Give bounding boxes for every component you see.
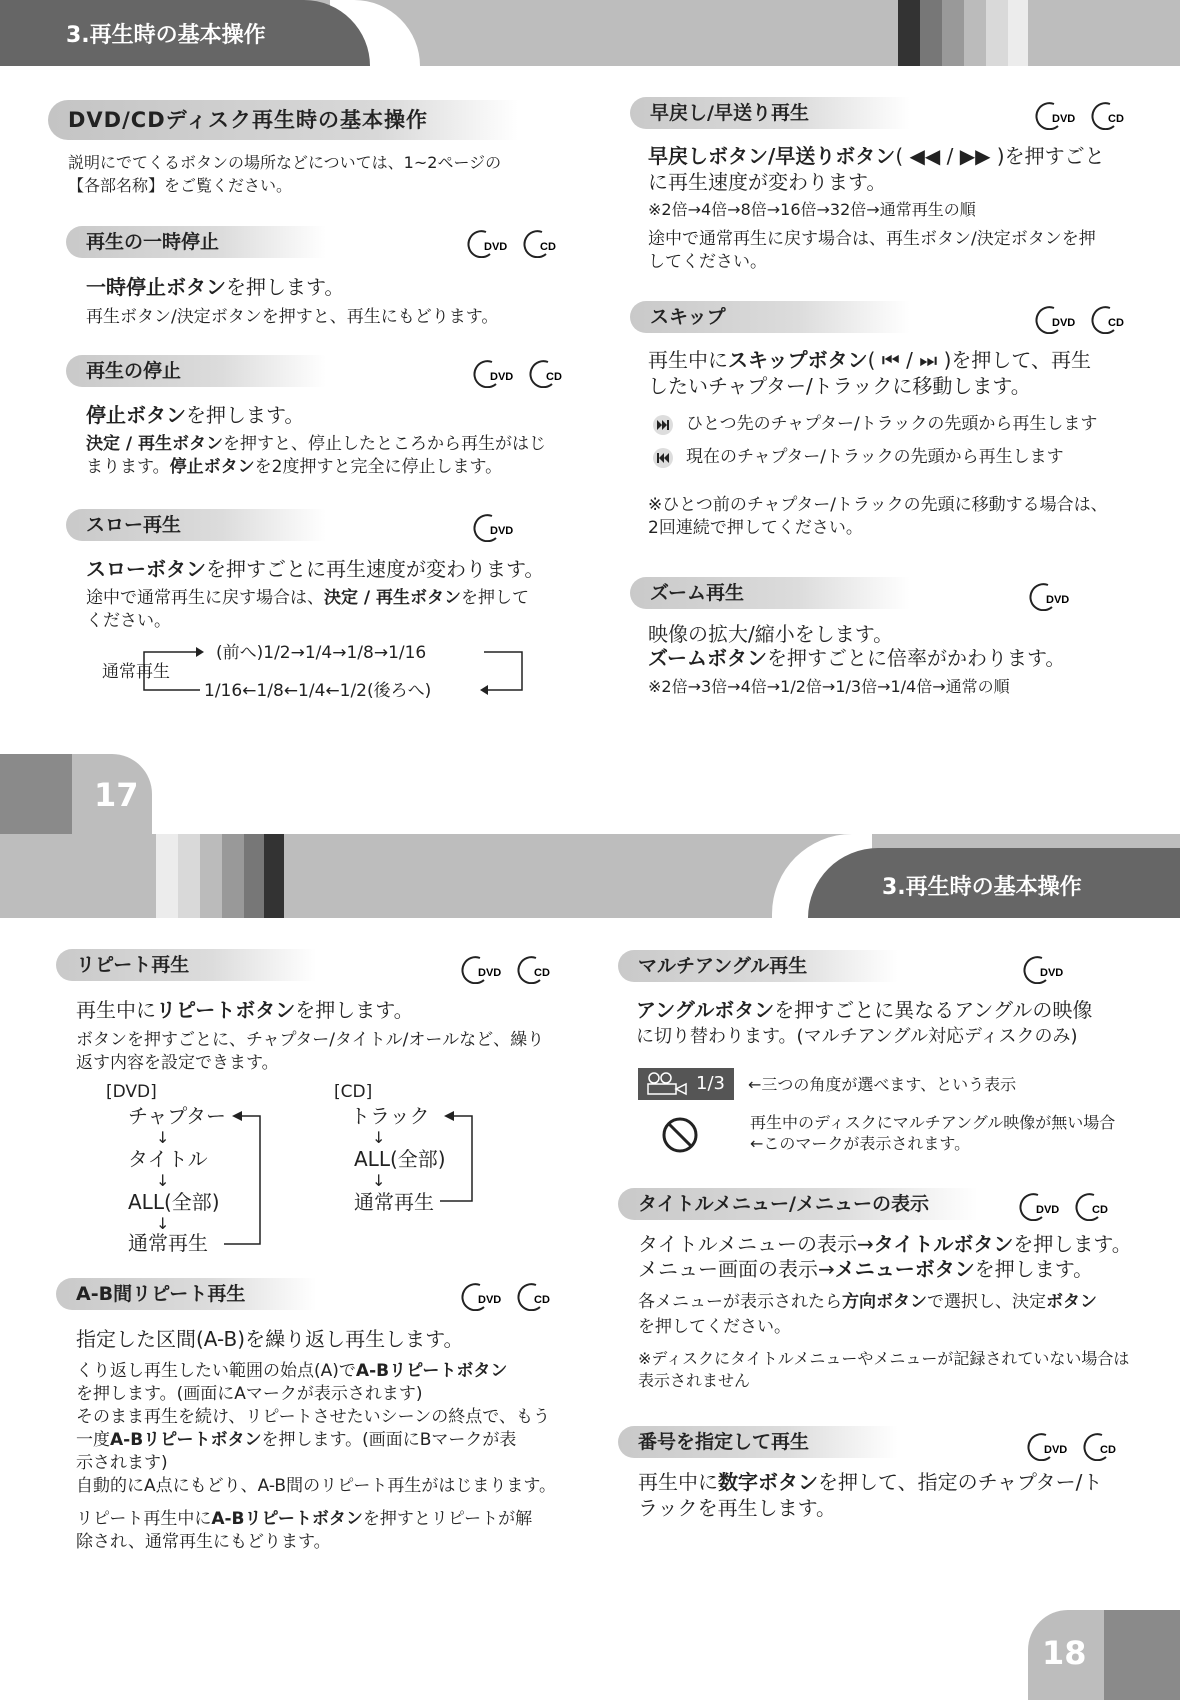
menu-line-1 [638,1231,1132,1257]
repeat-cd-loop [440,1106,480,1206]
section-number-bar [618,1426,898,1458]
ab-line-5 [76,1429,516,1452]
dvd-disc-label: DVD [490,525,514,537]
ab-line-8-b: を押すとリピートが解 [362,1509,533,1529]
zoom-button-name: ズームボタン [648,646,767,670]
cd-disc-label: CD [1108,317,1124,329]
ab-button-name: A-Bリピートボタン [211,1509,363,1529]
section-repeat-bar [56,949,316,981]
angle-indicator-text: 1/3 [696,1073,725,1094]
ab-button-name: A-Bリピートボタン [110,1430,262,1450]
number-line-1-a: 再生中に [638,1470,718,1494]
repeat-arrow: ↓ [372,1171,386,1190]
repeat-line-2: ボタンを押すごとに、チャプター/タイトル/オールなど、繰り [76,1030,545,1050]
section-multi-bar [618,950,898,982]
repeat-arrow: ↓ [156,1214,170,1233]
section-pause-bar [66,226,326,258]
skip-next-icon [652,414,674,436]
page17-header-title: 3.再生時の基本操作 [66,23,266,48]
skip-next-text: ひとつ先のチャプター/トラックの先頭から再生します [686,414,1098,434]
stop-line-3-b: を2度押すと完全に停止します。 [254,457,503,477]
menu-line-2-a: メニュー画面の表示→ [638,1257,835,1281]
cd-disc-label: CD [546,371,562,383]
section-stop-title: 再生の停止 [86,360,182,382]
dvd-disc-label: DVD [1044,1444,1068,1456]
ab-line-5-b: を押します。(画面にBマークが表 [261,1430,517,1450]
menu-line-4: を押してください。 [638,1317,791,1337]
slow-flow-diagram [140,640,540,710]
skip-current-text: 現在のチャプター/トラックの先頭から再生します [686,447,1064,467]
skip-note-2: 2回連続で押してください。 [648,518,863,538]
section-rewff-title: 早戻し/早送り再生 [650,102,809,124]
stop-line-2-rest: を押すと、停止したところから再生がはじ [223,434,547,454]
stop-line-2 [86,433,546,456]
repeat-dvd-item: タイトル [128,1147,208,1171]
zoom-line-2-rest: を押すごとに倍率がかわります。 [767,646,1066,670]
dvd-disc-label: DVD [484,241,508,253]
rewff-line-3: ※2倍→4倍→8倍→16倍→32倍→通常再生の順 [648,200,976,219]
repeat-arrow: ↓ [156,1171,170,1190]
ab-line-2 [76,1360,507,1383]
slow-line-1-rest: を押すごとに再生速度が変わります。 [206,557,545,581]
intro-line-1: 説明にでてくるボタンの場所などについては、1~2ページの [68,153,502,172]
number-button-name: 数字ボタン [718,1470,818,1494]
page17-number-tab [72,754,152,834]
repeat-cd-label: [CD] [334,1082,373,1102]
dvd-disc-icon [466,228,514,258]
section-zoom-title: ズーム再生 [650,582,745,604]
dvd-disc-icon [1028,581,1076,611]
section-zoom-bar [630,577,910,609]
cd-disc-icon [516,1281,556,1311]
dvd-disc-label: DVD [1046,594,1070,606]
page18-number-tab [1028,1610,1104,1700]
cd-disc-label: CD [1100,1444,1116,1456]
section-menu-title: タイトルメニュー/メニューの表示 [638,1193,929,1215]
dvd-disc-icon [1034,100,1082,130]
pause-button-name: 一時停止ボタン [86,275,226,299]
skip-prev-icon [652,447,674,469]
slow-button-name: スローボタン [86,557,206,581]
page18-number-gray [1104,1610,1180,1700]
rewff-line-1 [648,143,1105,169]
ab-line-8 [76,1508,532,1531]
ab-line-5-a: 一度 [76,1430,110,1450]
menu-line-6: 表示されません [638,1371,751,1390]
slow-backward-label: 1/16←1/8←1/4←1/2(後ろへ) [204,681,432,701]
menu-line-5: ※ディスクにタイトルメニューやメニューが記録されていない場合は [638,1349,1130,1368]
page18-number: 18 [1042,1634,1087,1672]
dvd-disc-label: DVD [1036,1204,1060,1216]
ab-line-3: を押します。(画面にAマークが表示されます) [76,1384,423,1404]
enter-button-name: ボタン [1046,1292,1097,1312]
section-skip-title: スキップ [650,306,726,328]
zoom-line-2 [648,645,1065,671]
main-title: DVD/CDディスク再生時の基本操作 [68,108,428,132]
dvd-disc-icon [1026,1431,1074,1461]
ab-line-6: 示されます) [76,1453,168,1473]
slow-line-3: ください。 [86,611,171,631]
cd-disc-icon [1082,1431,1122,1461]
menu-line-3-b: で選択し、決定 [927,1292,1046,1312]
repeat-arrow: ↓ [156,1128,170,1147]
section-menu-bar [618,1188,978,1220]
dvd-disc-icon [1034,304,1082,334]
repeat-dvd-loop [224,1106,274,1256]
number-line-1-b: を押して、指定のチャプター/ト [818,1470,1103,1494]
skip-line-1-a: 再生中に [648,348,728,372]
pause-line-1-rest: を押します。 [226,275,345,299]
repeat-cd-item: ALL(全部) [354,1147,446,1171]
section-slow-title: スロー再生 [86,514,182,536]
cd-disc-icon [1090,100,1130,130]
ab-line-9: 除され、通常再生にもどります。 [76,1532,331,1552]
stop-line-3-bold: 停止ボタン [169,457,255,477]
dvd-disc-icon [460,954,508,984]
menu-line-3-a: 各メニューが表示されたら [638,1292,842,1312]
repeat-cd-item: トラック [350,1104,430,1128]
slow-line-2 [86,587,529,610]
angle-button-name: アングルボタン [636,998,775,1022]
repeat-arrow: ↓ [372,1128,386,1147]
page18-header-tab [808,848,1180,918]
direction-button-name: 方向ボタン [842,1292,927,1312]
cd-disc-icon [516,954,556,984]
pause-line-2: 再生ボタン/決定ボタンを押すと、再生にもどります。 [86,307,499,327]
repeat-button-name: リピートボタン [156,998,296,1022]
section-ab-title: A-B間リピート再生 [76,1283,246,1305]
page17-number-gray [0,754,72,834]
stop-line-1-rest: を押します。 [186,403,305,427]
repeat-line-1-a: 再生中に [76,998,156,1022]
page17-header-tab [0,0,370,66]
dvd-disc-icon [1022,954,1070,984]
skip-line-1 [648,347,1091,373]
menu-line-1-a: タイトルメニューの表示→ [638,1232,874,1256]
rewff-line-2: に再生速度が変わります。 [648,170,887,194]
stop-line-3 [86,456,502,479]
slow-forward-label: (前へ)1/2→1/4→1/8→1/16 [216,643,427,663]
repeat-line-3: 返す内容を設定できます。 [76,1053,279,1073]
slow-normal-label: 通常再生 [102,662,170,682]
cd-disc-label: CD [534,1294,550,1306]
multi-line-1 [636,997,1092,1023]
section-repeat-title: リピート再生 [76,954,190,976]
rewff-line-4: 途中で通常再生に戻す場合は、再生ボタン/決定ボタンを押 [648,229,1096,249]
skip-note-1: ※ひとつ前のチャプター/トラックの先頭に移動する場合は、 [648,495,1108,515]
noangle-note-1: 再生中のディスクにマルチアングル映像が無い場合 [750,1113,1116,1132]
header-stripes [156,834,284,918]
dvd-disc-label: DVD [478,967,502,979]
dvd-disc-label: DVD [1052,113,1076,125]
repeat-dvd-item: チャプター [128,1104,226,1128]
rewff-button-names: 早戻しボタン/早送りボタン [648,144,896,168]
cd-disc-label: CD [1092,1204,1108,1216]
page18-header-title: 3.再生時の基本操作 [882,875,1082,900]
section-pause-title: 再生の一時停止 [86,231,220,253]
skip-button-name: スキップボタン [728,348,868,372]
stop-button-name: 停止ボタン [86,403,186,427]
ab-line-7: 自動的にA点にもどり、A-B間のリピート再生がはじまります。 [76,1476,557,1496]
title-button-name: タイトルボタン [873,1232,1014,1256]
section-skip-bar [630,301,910,333]
repeat-line-1-b: を押します。 [295,998,414,1022]
dvd-disc-label: DVD [490,371,514,383]
repeat-dvd-item: ALL(全部) [128,1190,220,1214]
dvd-disc-icon [460,1281,508,1311]
repeat-dvd-item: 通常再生 [128,1231,208,1255]
ab-line-8-a: リピート再生中に [76,1509,212,1529]
slow-line-2-a: 途中で通常再生に戻す場合は、 [86,588,324,608]
section-rewff-bar [630,97,910,129]
dvd-disc-icon [472,512,520,542]
number-line-1 [638,1469,1102,1495]
menu-line-3 [638,1291,1097,1314]
ab-button-name: A-Bリピートボタン [355,1361,508,1381]
stop-line-1 [86,402,304,428]
repeat-line-1 [76,997,414,1023]
skip-line-1-b: ( ⏮ / ⏭ )を押して、再生 [867,348,1091,372]
ab-line-4: そのまま再生を続け、リピートさせたいシーンの終点で、もう [76,1407,550,1427]
cd-disc-label: CD [534,967,550,979]
angle-indicator [638,1068,734,1100]
section-number-title: 番号を指定して再生 [638,1431,810,1453]
slow-line-1 [86,556,544,582]
menu-button-name: メニューボタン [834,1257,975,1281]
pause-line-1 [86,274,344,300]
section-slow-bar [66,509,326,541]
section-multi-title: マルチアングル再生 [638,955,808,977]
multi-line-2: に切り替わります。(マルチアングル対応ディスクのみ) [636,1026,1078,1047]
dvd-disc-icon [472,358,520,388]
cd-disc-label: CD [1108,113,1124,125]
dvd-disc-label: DVD [1052,317,1076,329]
rewff-line-1-rest: ( ◀◀ / ▶▶ )を押すごと [895,144,1105,168]
multi-line-1-rest: を押すごとに異なるアングルの映像 [774,998,1093,1022]
skip-line-2: したいチャプター/トラックに移動します。 [648,374,1031,398]
dvd-disc-icon [1018,1191,1066,1221]
noangle-note-2: ←このマークが表示されます。 [750,1134,971,1153]
repeat-dvd-label: [DVD] [106,1082,157,1102]
dvd-disc-label: DVD [478,1294,502,1306]
ab-line-2-a: くり返し再生したい範囲の始点(A)で [76,1361,356,1381]
cd-disc-icon [1074,1191,1114,1221]
slow-line-2-b: を押して [461,588,530,608]
cd-disc-label: CD [540,241,556,253]
rewff-line-5: してください。 [648,252,767,272]
menu-line-2 [638,1256,1093,1282]
prohibited-icon [660,1115,700,1155]
section-ab-bar [56,1278,316,1310]
stop-line-2-bold: 決定 / 再生ボタン [86,434,224,454]
number-line-2: ラックを再生します。 [638,1496,836,1520]
camera-icon [646,1072,688,1096]
cd-disc-icon [1090,304,1130,334]
repeat-cd-item: 通常再生 [354,1190,434,1214]
header-stripes [898,0,1028,66]
zoom-line-1: 映像の拡大/縮小をします。 [648,622,894,646]
zoom-line-3: ※2倍→3倍→4倍→1/2倍→1/3倍→1/4倍→通常の順 [648,677,1010,696]
menu-line-1-b: を押します。 [1013,1232,1132,1256]
section-stop-bar [66,355,326,387]
angle-note: ←三つの角度が選べます、という表示 [748,1075,1017,1094]
ab-line-1: 指定した区間(A-B)を繰り返し再生します。 [76,1327,464,1351]
menu-line-2-b: を押します。 [974,1257,1094,1281]
cd-disc-icon [522,228,562,258]
stop-line-3-a: まります。 [86,457,170,477]
intro-line-2: 【各部名称】をご覧ください。 [68,176,293,195]
cd-disc-icon [528,358,568,388]
dvd-disc-label: DVD [1040,967,1064,979]
page17-number: 17 [94,776,139,814]
slow-line-2-bold: 決定 / 再生ボタン [324,588,462,608]
main-title-bar [48,100,518,140]
